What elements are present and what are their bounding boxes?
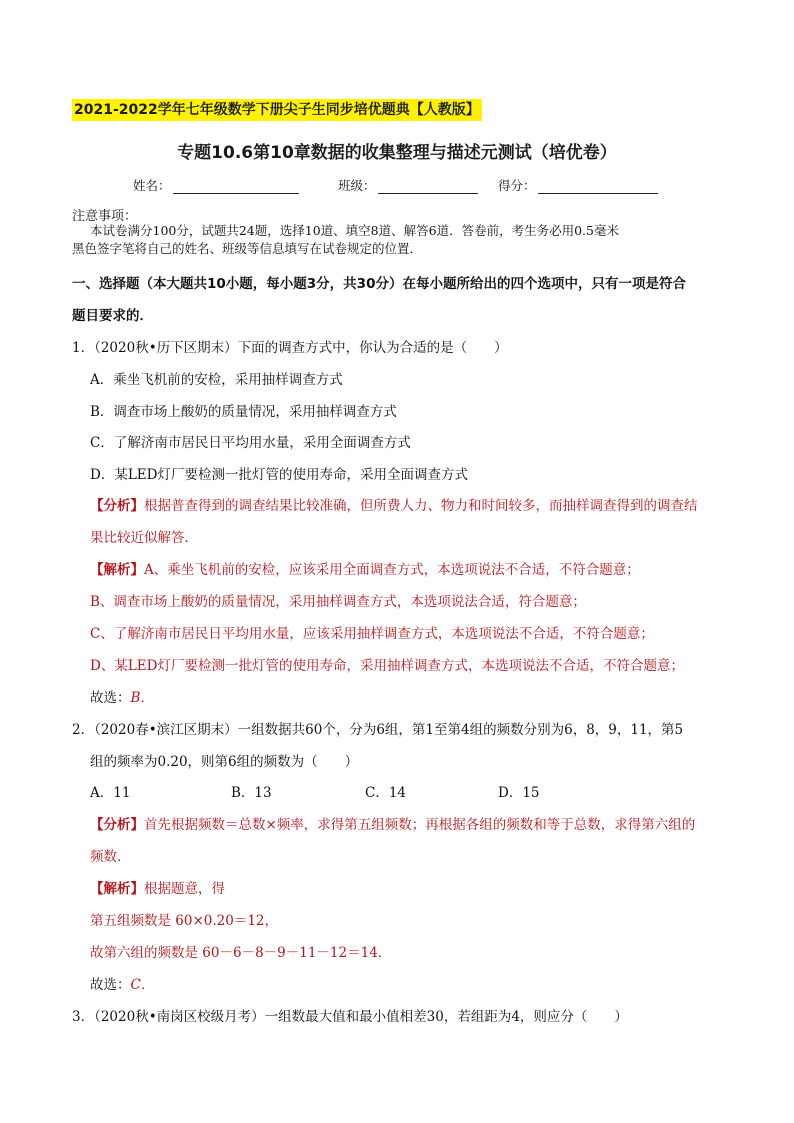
answer-prefix: 故选： [90,977,131,993]
q1-option-b: B．调查市场上酸奶的质量情况，采用抽样调查方式 [90,404,397,420]
notice-line-1: 本试卷满分100分，试题共24题，选择10道、填空8道、解答6道．答卷前，考生务必用0.5毫米 [90,223,619,238]
question-2-stem: 2．（2020春•滨江区期末）一组数据共60个，分为6组，第1至第4组的频数分别为6，8，9，11，第5 [72,722,684,738]
answer-value: C． [130,977,155,993]
section-heading-cont: 题目要求的． [72,308,153,324]
q2-option-c: C．14 [365,785,407,801]
analysis-tag: 【分析】 [90,817,144,833]
score-blank[interactable] [538,179,658,194]
q2-option-d: D．15 [498,785,540,801]
notice-line-2: 黑色签字笔将自己的姓名、班级等信息填写在试卷规定的位置． [72,241,423,256]
page-title: 专题10.6第10章数据的收集整理与描述元测试（培优卷） [177,143,617,163]
q2-answer [90,973,154,993]
question-2-stem-cont: 组的频率为0.20，则第6组的频数为（ ） [90,754,359,770]
class-blank[interactable] [378,179,478,194]
q2-calc-2 [90,941,391,961]
q2-analysis-cont: 频数． [90,849,131,865]
solution-text: A、乘坐飞机前的安检，应该采用全面调查方式，本选项说法不合适，不符合题意； [144,562,640,578]
question-1-stem: 1．（2020秋•历下区期末）下面的调查方式中，你认为合适的是（ ） [72,340,508,356]
q1-solution-b: B、调查市场上酸奶的质量情况，采用抽样调查方式，本选项说法合适，符合题意； [90,594,586,610]
analysis-text: 首先根据频数＝总数×频率，求得第五组频数；再根据各组的频数和等于总数，求得第六组的 [144,817,696,833]
name-field[interactable] [133,176,299,194]
q1-option-c: C．了解济南市居民日平均用水量，采用全面调查方式 [90,435,411,451]
score-label: 得分： [498,178,536,193]
q1-answer [90,686,154,706]
calc-value: 60×0.20＝12， [175,913,279,929]
answer-prefix: 故选： [90,690,131,706]
q1-option-a: A．乘坐飞机前的安检，采用抽样调查方式 [90,372,343,388]
calc-prefix: 第五组频数是 [90,913,171,929]
calc-value: 60－6－8－9－11－12＝14． [202,945,392,961]
q1-solution-d: D、某LED灯厂要检测一批灯管的使用寿命，采用抽样调查方式，本选项说法不合适，不符合题意； [90,658,684,674]
analysis-tag: 【分析】 [90,498,144,514]
question-3-stem: 3．（2020秋•南岗区校级月考）一组数最大值和最小值相差30，若组距为4，则应分（ ） [72,1009,628,1025]
q2-calc-1 [90,909,278,929]
q1-analysis [90,494,698,514]
q2-solution [90,877,225,897]
name-label: 姓名： [133,178,171,193]
solution-tag: 【解析】 [90,881,144,897]
class-field[interactable] [338,176,478,194]
q1-analysis-cont: 果比较近似解答． [90,530,198,546]
q2-option-a: A．11 [90,785,131,801]
solution-text: 根据题意，得 [144,881,225,897]
section-heading: 一、选择题（本大题共10小题，每小题3分，共30分）在每小题所给出的四个选项中，只有一项是符合 [72,276,686,292]
answer-value: B． [130,690,154,706]
q1-option-d: D．某LED灯厂要检测一批灯管的使用寿命，采用全面调查方式 [90,467,468,483]
q1-solution-a [90,558,640,578]
q2-option-b: B．13 [231,785,272,801]
q1-solution-c: C、了解济南市居民日平均用水量，应该采用抽样调查方式，本选项说法不合适，不符合题意； [90,626,654,642]
series-banner: 2021-2022学年七年级数学下册尖子生同步培优题典【人教版】 [72,99,482,121]
calc-prefix: 故第六组的频数是 [90,945,198,961]
solution-tag: 【解析】 [90,562,144,578]
class-label: 班级： [338,178,376,193]
notice-heading: 注意事项： [72,209,138,224]
analysis-text: 根据普查得到的调查结果比较准确，但所费人力、物力和时间较多，而抽样调查得到的调查结 [144,498,698,514]
q2-analysis [90,813,695,833]
name-blank[interactable] [173,179,299,194]
score-field[interactable] [498,176,658,194]
